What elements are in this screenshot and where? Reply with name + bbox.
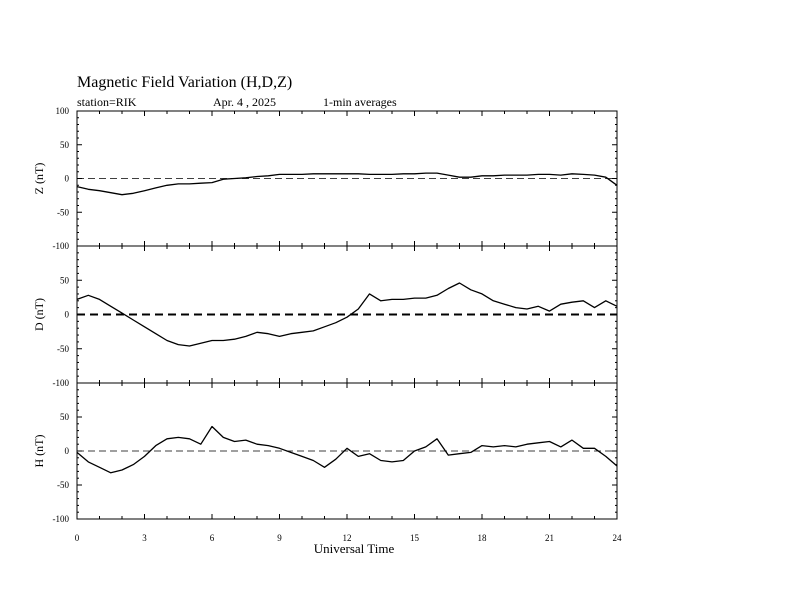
x-tick-label: 15 <box>410 533 419 543</box>
date-label: Apr. 4 , 2025 <box>213 95 276 109</box>
averaging-label: 1-min averages <box>323 95 397 109</box>
station-label: station=RIK <box>77 95 137 109</box>
x-tick-label: 6 <box>209 533 215 543</box>
y-tick-label: -50 <box>57 480 69 490</box>
chart-title: Magnetic Field Variation (H,D,Z) <box>77 74 293 91</box>
x-tick-label: 24 <box>612 533 622 543</box>
y-tick-label: -50 <box>57 343 69 354</box>
y-tick-label: 50 <box>60 275 69 286</box>
y-tick-label: 50 <box>60 139 69 150</box>
series-line-2 <box>77 427 617 473</box>
x-tick-label: 3 <box>142 533 147 543</box>
y-axis-label-2: H (nT) <box>32 434 46 468</box>
y-tick-label: -100 <box>52 378 69 388</box>
y-tick-label: -50 <box>57 207 69 218</box>
y-tick-label: 0 <box>64 173 69 184</box>
x-tick-label: 18 <box>477 533 487 543</box>
y-tick-label: 50 <box>60 412 69 422</box>
x-tick-label: 12 <box>342 533 352 543</box>
y-axis-label-0: Z (nT) <box>32 162 46 195</box>
y-tick-label: -100 <box>52 514 69 524</box>
x-axis-label: Universal Time <box>313 541 395 556</box>
x-tick-label: 21 <box>545 533 554 543</box>
series-line-0 <box>77 173 617 195</box>
y-tick-label: -100 <box>52 241 69 251</box>
y-axis-label-1: D (nT) <box>32 298 46 331</box>
y-tick-label: 100 <box>55 106 69 116</box>
y-tick-label: 0 <box>64 446 69 456</box>
x-tick-label: 0 <box>74 533 80 543</box>
y-tick-label: 0 <box>64 309 69 320</box>
x-tick-label: 9 <box>277 533 282 543</box>
